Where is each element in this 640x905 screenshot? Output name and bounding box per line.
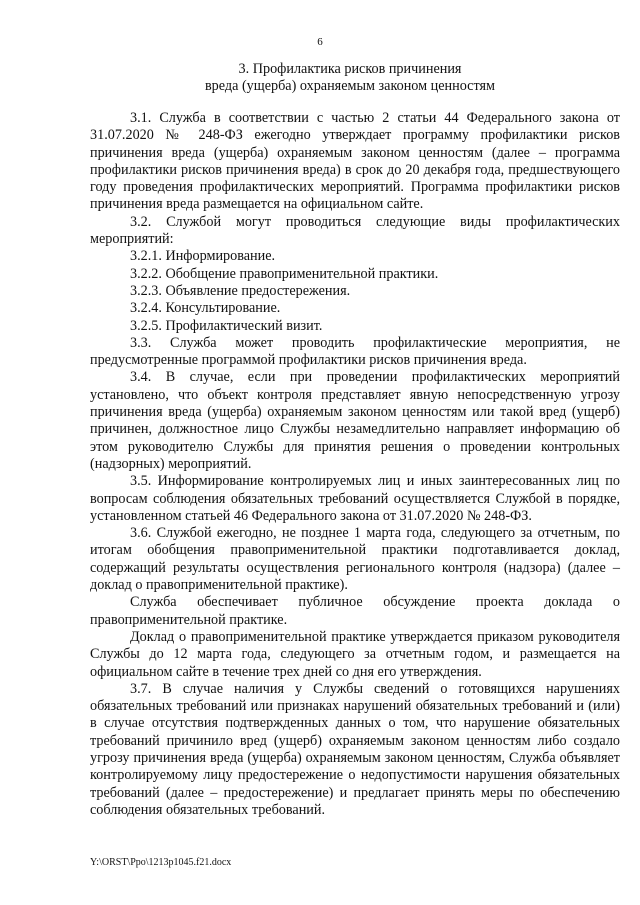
footer-file-path: Y:\ORST\Ppo\1213p1045.f21.docx	[90, 857, 232, 868]
list-item-3-2-3: 3.2.3. Объявление предостережения.	[130, 282, 351, 299]
document-body	[90, 110, 620, 819]
page-number: 6	[317, 36, 323, 48]
section-heading	[80, 61, 620, 95]
paragraph-3-2: 3.2. Службой могут проводиться следующие виды профилактических мероприятий:	[90, 213, 620, 248]
heading-line-2: вреда (ущерба) охраняемым законом ценностям	[204, 78, 495, 94]
paragraph-3-6-approval: Доклад о правоприменительной практике утверждается приказом руководителя Службы до 12 марта года, следующего за отчетным годом, и размещается на официальном сайте в течение трех дней со дня его утверждения.	[90, 628, 620, 680]
paragraph-3-4: 3.4. В случае, если при проведении профилактических мероприятий установлено, что объект контроля представляет явную непосредственную угрозу причинения вреда (ущерба) охраняемым законом ценностям или такой вред (ущерб) причинен, должностное лицо Службы незамедлительно направляет информацию об этом руководителю Службы для принятия решения о проведении контрольных (надзорных) мероприятий.	[90, 369, 620, 472]
list-item-3-2-5: 3.2.5. Профилактический визит.	[130, 317, 323, 334]
paragraph-3-6-discussion: Служба обеспечивает публичное обсуждение проекта доклада о правоприменительной практике.	[90, 594, 620, 628]
heading-line-1: 3. Профилактика рисков причинения	[238, 61, 462, 77]
list-item-3-2-4: 3.2.4. Консультирование.	[130, 300, 281, 317]
paragraph-3-3: 3.3. Служба может проводить профилактические мероприятия, не предусмотренные программой профилактики рисков причинения вреда.	[90, 334, 620, 369]
paragraph-3-5: 3.5. Информирование контролируемых лиц и иных заинтересованных лиц по вопросам соблюдения обязательных требований осуществляется Службой в порядке, установленном статьей 46 Федерального закона от 31.07.2020 № 248-ФЗ.	[90, 473, 620, 524]
list-item-3-2-2: 3.2.2. Обобщение правоприменительной практики.	[130, 265, 439, 282]
paragraph-3-6: 3.6. Службой ежегодно, не позднее 1 марта года, следующего за отчетным, по итогам обобщения правоприменительной практики подготавливается доклад, содержащий результаты осуществления регионального контроля (надзора) (далее – доклад о правоприменительной практике).	[90, 525, 620, 594]
list-item-3-2-1: 3.2.1. Информирование.	[130, 248, 276, 265]
paragraph-3-1: 3.1. Служба в соответствии с частью 2 статьи 44 Федерального закона от 31.07.2020 № 248-ФЗ ежегодно утверждает программу профилактики рисков причинения вреда (ущерба) охраняемым законом ценностям (далее – программа профилактики рисков причинения вреда) в срок до 20 декабря года, предшествующего году проведения профилактических мероприятий. Программа профилактики рисков причинения вреда размещается на официальном сайте.	[90, 110, 620, 213]
paragraph-3-7: 3.7. В случае наличия у Службы сведений о готовящихся нарушениях обязательных требований или признаках нарушений обязательных требований и (или) в случае отсутствия подтвержденных данных о том, что нарушение обязательных требований причинило вред (ущерб) охраняемым законом ценностям либо создало угрозу причинения вреда (ущерба) охраняемым законом ценностям, Служба объявляет контролируемому лицу предостережение о недопустимости нарушения обязательных требований (далее – предостережение) и предлагает принять меры по обеспечению соблюдения обязательных требований.	[90, 680, 620, 818]
